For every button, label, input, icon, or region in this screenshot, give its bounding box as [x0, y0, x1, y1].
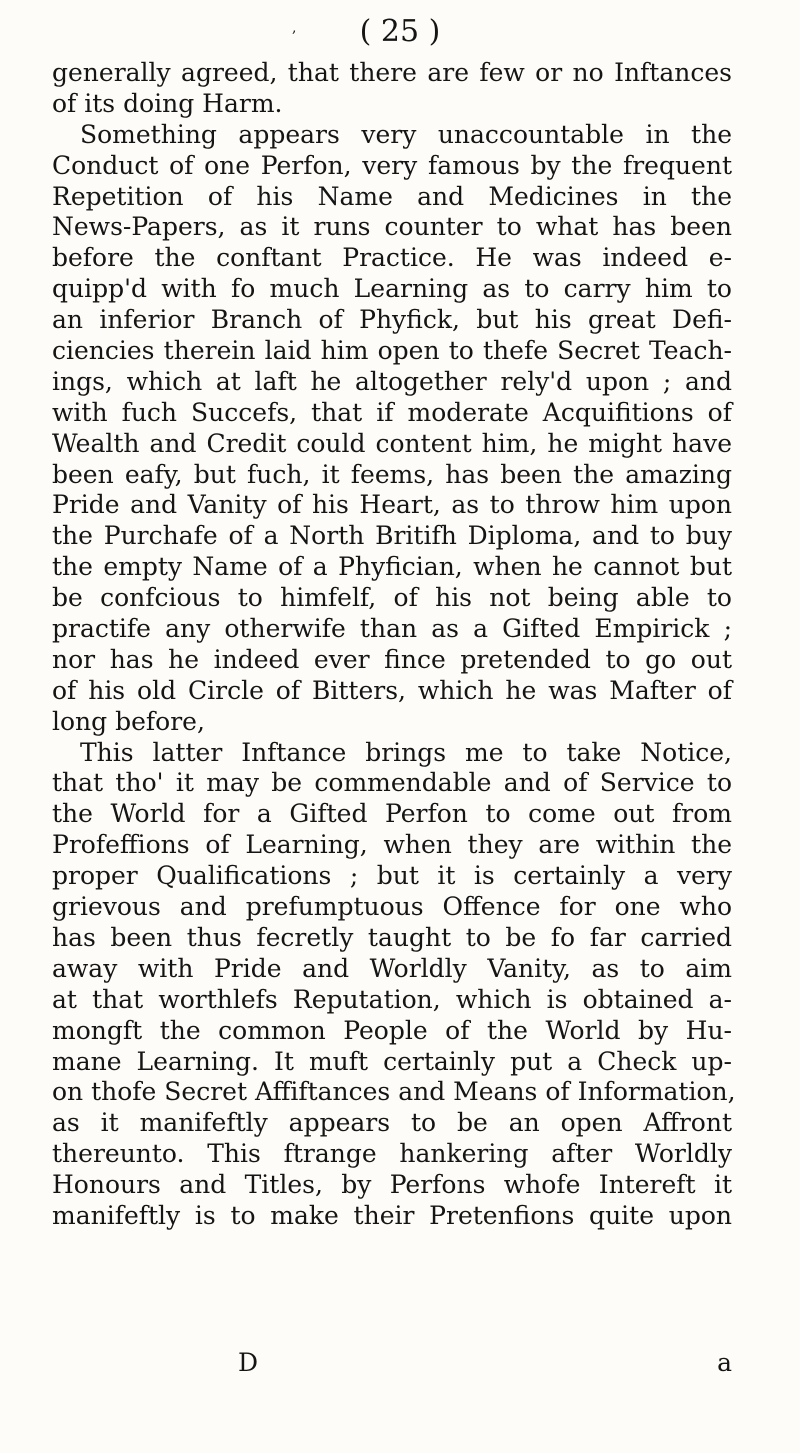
text-line: generally agreed, that there are few or no Inftances	[52, 58, 732, 87]
text-line: Something appears very unaccountable in the	[80, 119, 732, 149]
text-line: ciencies therein laid him open to thefe Secret Teach-	[52, 336, 732, 366]
text-line: the Purchafe of a North Britifh Diploma, and to buy	[52, 521, 732, 551]
text-line: mane Learning. It muft certainly put a Check up-	[52, 1046, 732, 1076]
text-line: ings, which at laft he altogether rely'd upon ; and	[52, 366, 732, 396]
text-line: Repetition of his Name and Medicines in the	[52, 181, 732, 211]
text-line: proper Qualifications ; but it is certainly a very	[52, 861, 732, 891]
text-line: Conduct of one Perfon, very famous by the frequent	[52, 150, 732, 180]
text-line: manifeftly is to make their Pretenfions quite upon	[52, 1200, 732, 1230]
text-line: as it manifeftly appears to be an open Affront	[52, 1108, 732, 1138]
text-line: grievous and prefumptuous Offence for one who	[52, 892, 732, 922]
text-line: that tho' it may be commendable and of Service to	[52, 768, 732, 798]
text-line: practife any otherwife than as a Gifted Empirick ;	[52, 614, 732, 644]
text-line: the World for a Gifted Perfon to come out from	[52, 799, 732, 829]
text-line: Pride and Vanity of his Heart, as to throw him upon	[52, 490, 732, 520]
text-line: away with Pride and Worldly Vanity, as to aim	[52, 953, 732, 983]
text-line: News-Papers, as it runs counter to what has been	[52, 212, 732, 242]
page-number	[0, 12, 800, 52]
body-text	[52, 58, 736, 1232]
folio-text: ( 25 )	[359, 14, 441, 49]
text-line: be confcious to himfelf, of his not being able to	[52, 583, 732, 613]
text-line: Wealth and Credit could content him, he might have	[52, 428, 732, 458]
text-line: before the conftant Practice. He was indeed e-	[52, 243, 732, 273]
text-line: of its doing Harm.	[52, 88, 283, 118]
catchword: a	[717, 1348, 732, 1377]
text-line: an inferior Branch of Phyfick, but his great Defi-	[52, 305, 732, 335]
text-line: long before,	[52, 706, 205, 736]
text-line: mongft the common People of the World by Hu-	[52, 1015, 732, 1045]
text-line: with fuch Succefs, that if moderate Acquifitions of	[52, 397, 732, 427]
text-line: nor has he indeed ever fince pretended to go out	[52, 644, 732, 674]
text-line: Honours and Titles, by Perfons whofe Intereft it	[52, 1170, 732, 1200]
margin-mark: ,	[292, 20, 297, 36]
text-line: of his old Circle of Bitters, which he was Mafter of	[52, 675, 732, 705]
text-line: has been thus fecretly taught to be fo far carried	[52, 922, 732, 952]
text-line: quipp'd with fo much Learning as to carry him to	[52, 274, 732, 304]
text-line: Profeffions of Learning, when they are within the	[52, 830, 732, 860]
signature-mark: D	[238, 1348, 259, 1377]
text-line: been eafy, but fuch, it feems, has been the amazing	[52, 459, 732, 489]
text-line: thereunto. This ftrange hankering after Worldly	[52, 1139, 732, 1169]
text-line: at that worthlefs Reputation, which is obtained a-	[52, 984, 732, 1014]
text-line: the empty Name of a Phyfician, when he cannot but	[52, 552, 732, 582]
text-line: This latter Inftance brings me to take Notice,	[80, 737, 732, 767]
text-line: on thofe Secret Affiftances and Means of Information,	[52, 1077, 736, 1107]
